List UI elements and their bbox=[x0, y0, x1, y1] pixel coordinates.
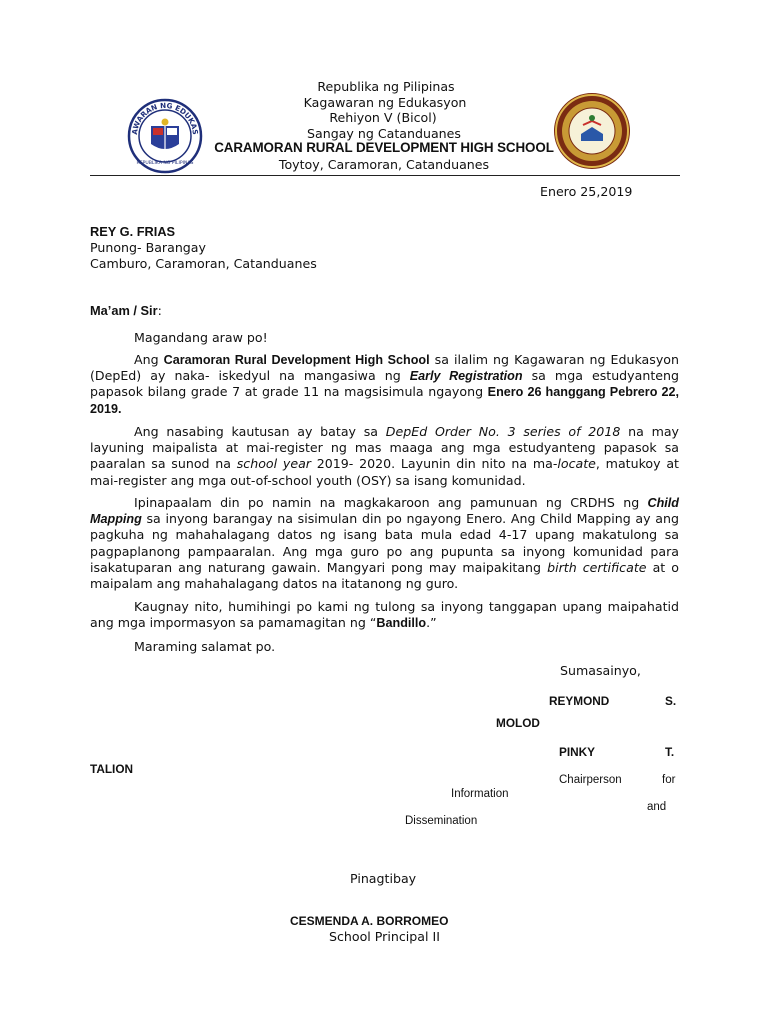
header-region: Rehiyon V (Bicol) bbox=[329, 110, 437, 125]
deped-seal-text: AWARAN NG EDUKAS bbox=[129, 100, 201, 136]
p2-school-year: school year bbox=[236, 456, 311, 472]
signatory2-first: PINKY bbox=[559, 745, 596, 759]
salutation-text: Ma’am / Sir bbox=[90, 303, 158, 318]
header-division: Sangay ng Catanduanes bbox=[307, 126, 461, 141]
paragraph-child-mapping bbox=[90, 495, 679, 592]
p2-text-1: Ang nasabing kautusan ay batay sa bbox=[134, 424, 386, 439]
paragraph-bandillo bbox=[90, 599, 679, 631]
signatory1-first: REYMOND bbox=[549, 694, 610, 708]
closing-thanks: Maraming salamat po. bbox=[134, 639, 276, 654]
deped-seal-bottom-text: REPUBLIKA NG PILIPINAS bbox=[136, 161, 194, 166]
signatory2-role-a: Chairperson bbox=[559, 774, 622, 786]
signatory2-last: TALION bbox=[90, 762, 134, 776]
header-school-address: Toytoy, Caramoran, Catanduanes bbox=[278, 157, 490, 172]
p3-text-1: Ipinapaalam din po namin na magkakaroon ang pamunuan ng CRDHS ng bbox=[134, 495, 648, 510]
signatory1-mid: S. bbox=[665, 694, 677, 708]
header-school-name: CARAMORAN RURAL DEVELOPMENT HIGH SCHOOL bbox=[214, 140, 554, 155]
p3-birth-certificate: birth certificate bbox=[547, 559, 647, 575]
p1-school-name: Caramoran Rural Development High School bbox=[163, 353, 430, 367]
principal-title: School Principal II bbox=[329, 929, 440, 944]
p4-bandillo: Bandillo bbox=[376, 616, 427, 631]
p4-text-1: Kaugnay nito, humihingi po kami ng tulong sa inyong tanggapan upang maipahatid ang mga impormasyon sa pamamagitan ng “ bbox=[90, 599, 679, 631]
p1-text-2: sa ilalim ng Kagawaran ng Edukasyon (DepEd) ay naka- iskedyul na mangasiwa ng bbox=[90, 352, 679, 384]
paragraph-early-registration bbox=[90, 352, 679, 417]
paragraph-deped-order bbox=[90, 424, 679, 489]
header-department: Kagawaran ng Edukasyon bbox=[303, 95, 467, 110]
greeting: Magandang araw po! bbox=[134, 330, 268, 345]
principal-name: CESMENDA A. BORROMEO bbox=[290, 914, 449, 928]
p2-text-2: na may layuning maipalista at mai-register ng mas maaga ang mga estudyanteng papasok sa paaralan sa sunod na bbox=[90, 424, 680, 472]
p4-text-2: .” bbox=[426, 615, 437, 631]
p2-locate: locate bbox=[557, 456, 596, 472]
p3-text-2: sa inyong barangay na sisimulan din po ngayong Enero. Ang Child Mapping ay ang pagkuha ng mahahalagang datos ng isang bata mula edad 4-17 upang makatulong sa pagpaplanong pampaaralan. Ang mga guro po ang pupunta sa inyong komunidad para isakatuparan ang naturang gawain. Mangyari pong may maipakitang bbox=[90, 511, 679, 575]
signatory1-last: MOLOD bbox=[496, 716, 540, 730]
p3-text-3: at o maipalam ang mahahalagang datos na itatanong ng guro. bbox=[90, 559, 679, 592]
header-republic: Republika ng Pilipinas bbox=[317, 79, 455, 94]
p1-early-registration: Early Registration bbox=[409, 369, 523, 384]
signatory2-role-d: and bbox=[647, 801, 667, 813]
recipient-address: Camburo, Caramoran, Catanduanes bbox=[90, 256, 317, 271]
signatory2-role-e: Dissemination bbox=[405, 815, 478, 827]
p2-deped-order: DepEd Order No. 3 series of 2018 bbox=[385, 424, 621, 439]
p1-dates: Enero 26 hanggang Pebrero 22, 2019. bbox=[90, 385, 679, 416]
p1-text-3: sa mga estudyanteng papasok bilang grade 7 at grade 11 na magsisimula ngayong bbox=[90, 368, 679, 400]
salutation bbox=[90, 303, 162, 319]
signoff: Sumasainyo, bbox=[560, 663, 641, 678]
p1-text-1: Ang bbox=[134, 352, 164, 367]
signatory2-role-c: Information bbox=[451, 788, 509, 800]
signatory2-mid: T. bbox=[665, 745, 675, 759]
approved-label: Pinagtibay bbox=[350, 871, 417, 886]
p3-child-mapping: Child Mapping bbox=[90, 496, 679, 527]
letter-date: Enero 25,2019 bbox=[540, 184, 633, 199]
p2-text-3: 2019- 2020. Layunin din nito na ma- bbox=[310, 456, 558, 472]
recipient-title: Punong- Barangay bbox=[90, 240, 206, 255]
salutation-colon: : bbox=[157, 303, 162, 318]
header-divider bbox=[90, 175, 680, 176]
signatory2-role-b: for bbox=[662, 774, 676, 786]
p2-text-4: , matukoy at mai-register ang mga out-of-school youth (OSY) sa isang komunidad. bbox=[90, 456, 679, 488]
recipient-name: REY G. FRIAS bbox=[90, 224, 176, 239]
